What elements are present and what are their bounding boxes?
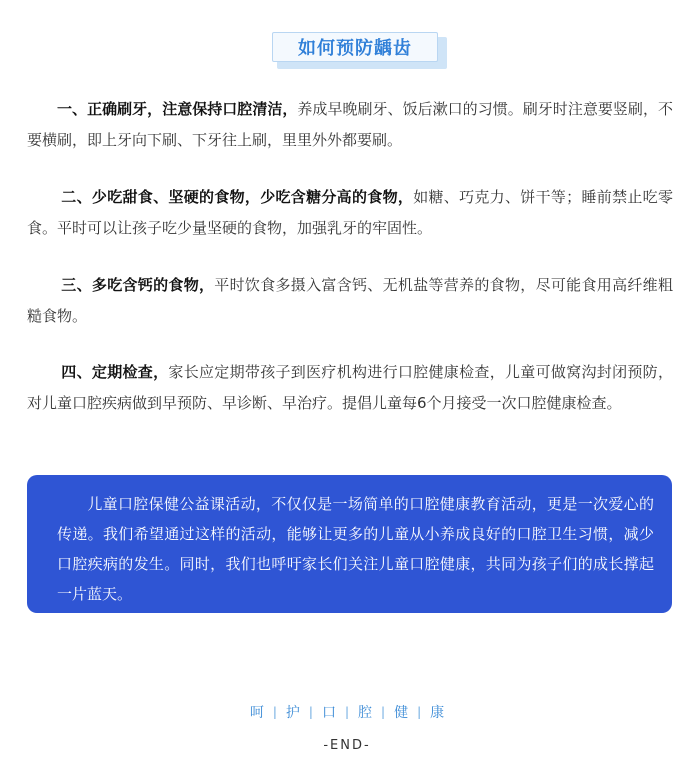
section-1-heading: 一、正确刷牙，注意保持口腔清洁， <box>57 100 298 118</box>
title-badge <box>272 32 444 66</box>
footer-separator: | <box>417 705 422 719</box>
footer-char-1: 呵 <box>249 705 264 721</box>
section-1-body: 养成早晚刷牙、饭后漱口的习惯。刷牙时注意要竖刷，不要横刷，即上牙向下刷、下牙往上刷，里里外外都要刷。 <box>27 100 673 149</box>
section-1 <box>27 94 673 156</box>
summary-card <box>27 475 672 613</box>
page-title: 如何预防龋齿 <box>272 32 438 62</box>
section-4-body: 家长应定期带孩子到医疗机构进行口腔健康检查，儿童可做窝沟封闭预防，对儿童口腔疾病做到早预防、早诊断、早治疗。提倡儿童每6个月接受一次口腔健康检查。 <box>27 363 673 412</box>
footer-char-2: 护 <box>285 705 300 721</box>
footer-nav <box>0 702 694 722</box>
footer-separator: | <box>308 705 313 719</box>
footer-separator: | <box>272 705 277 719</box>
footer-char-6: 康 <box>430 705 445 721</box>
summary-text: 儿童口腔保健公益课活动，不仅仅是一场简单的口腔健康教育活动，更是一次爱心的传递。我们希望通过这样的活动，能够让更多的儿童从小养成良好的口腔卫生习惯，减少口腔疾病的发生。同时，我们也呼吁家长们关注儿童口腔健康，共同为孩子们的成长撑起一片蓝天。 <box>57 495 654 603</box>
section-3 <box>27 270 673 332</box>
end-mark: -END- <box>323 738 371 753</box>
section-4 <box>27 357 673 419</box>
section-2-heading: 二、少吃甜食、坚硬的食物，少吃含糖分高的食物， <box>61 188 414 206</box>
section-3-heading: 三、多吃含钙的食物， <box>61 276 215 294</box>
footer-separator: | <box>344 705 350 719</box>
section-2-body: 如糖、巧克力、饼干等；睡前禁止吃零食。平时可以让孩子吃少量坚硬的食物，加强乳牙的牢固性。 <box>27 188 673 237</box>
footer-char-4: 腔 <box>358 705 373 721</box>
section-4-heading: 四、定期检查， <box>61 363 169 381</box>
footer-char-5: 健 <box>394 705 409 721</box>
footer-separator: | <box>381 705 386 719</box>
section-3-body: 平时饮食多摄入富含钙、无机盐等营养的食物，尽可能食用高纤维粗糙食物。 <box>27 276 673 325</box>
footer-char-3: 口 <box>321 705 336 721</box>
section-2 <box>27 182 673 244</box>
